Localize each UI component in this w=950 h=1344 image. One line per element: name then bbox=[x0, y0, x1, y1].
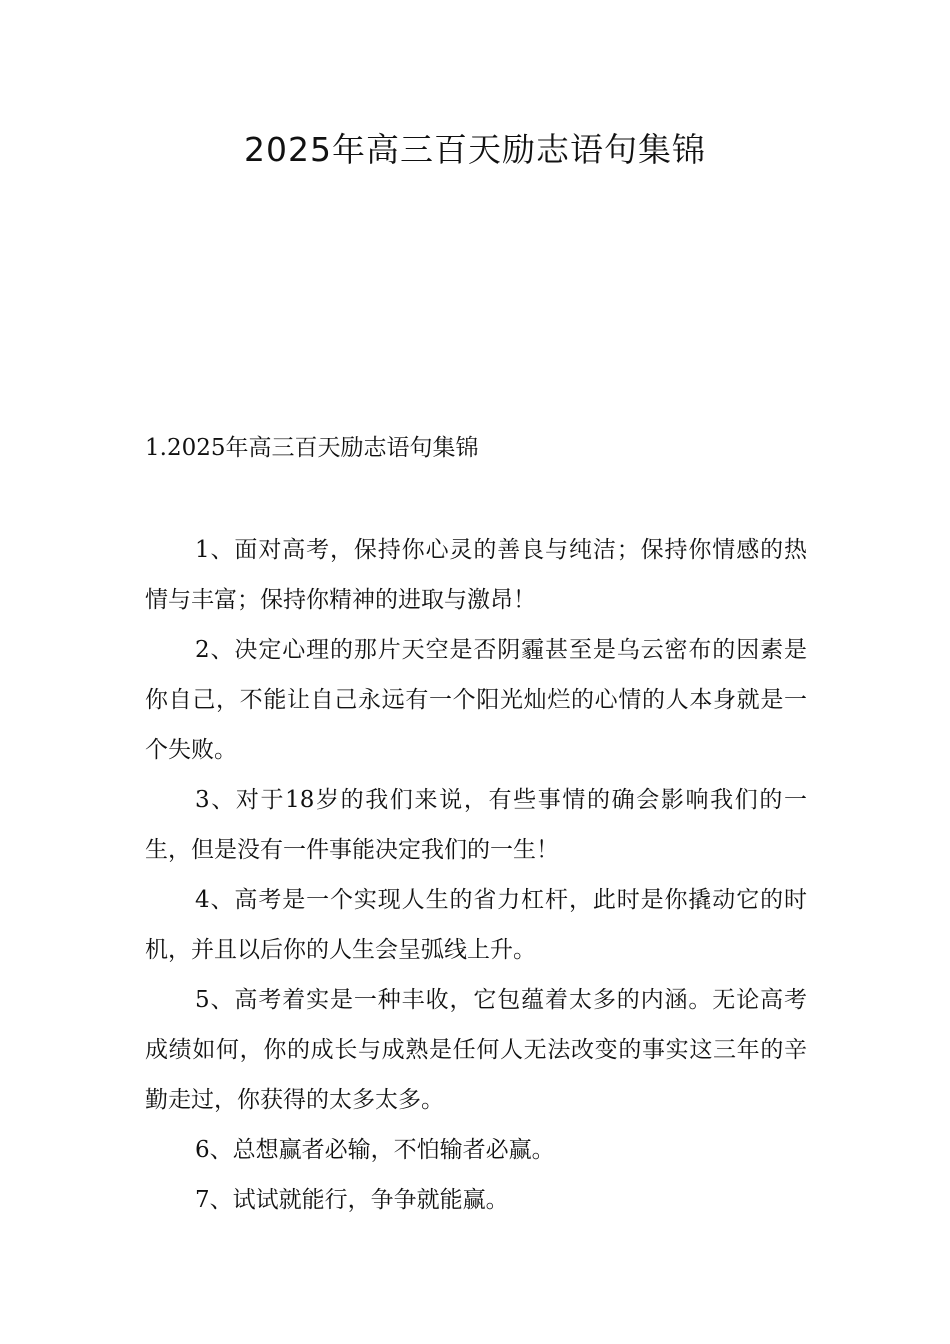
paragraph-1: 1、面对高考，保持你心灵的善良与纯洁；保持你情感的热情与丰富；保持你精神的进取与激昂！ bbox=[145, 537, 807, 613]
paragraph-4: 4、高考是一个实现人生的省力杠杆，此时是你撬动它的时机，并且以后你的人生会呈弧线上升。 bbox=[145, 887, 807, 963]
paragraph-3: 3、对于18岁的我们来说，有些事情的确会影响我们的一生，但是没有一件事能决定我们的一生！ bbox=[145, 787, 807, 863]
paragraph-2: 2、决定心理的那片天空是否阴霾甚至是乌云密布的因素是你自己，不能让自己永远有一个阳光灿烂的心情的人本身就是一个失败。 bbox=[145, 637, 807, 763]
paragraph-5: 5、高考着实是一种丰收，它包蕴着太多的内涵。无论高考成绩如何，你的成长与成熟是任何人无法改变的事实这三年的辛勤走过，你获得的太多太多。 bbox=[145, 987, 807, 1113]
section-heading: 1.2025年高三百天励志语句集锦 bbox=[145, 435, 479, 461]
paragraph-7: 7、试试就能行，争争就能赢。 bbox=[195, 1187, 509, 1213]
page-title: 2025年高三百天励志语句集锦 bbox=[244, 130, 706, 169]
paragraph-6: 6、总想赢者必输，不怕输者必赢。 bbox=[195, 1137, 555, 1163]
document-body bbox=[145, 525, 807, 1225]
